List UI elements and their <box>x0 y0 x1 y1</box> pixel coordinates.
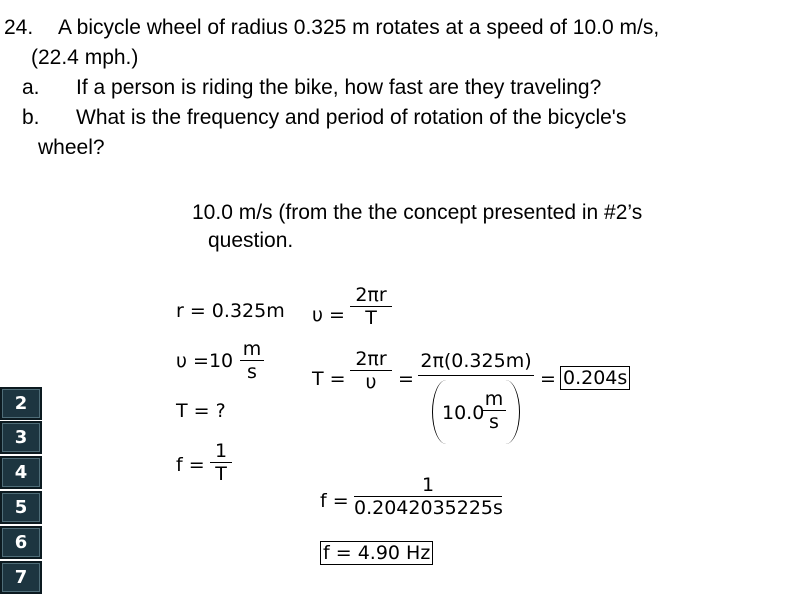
period-eq-den-1: υ <box>365 371 377 393</box>
nav-button-7[interactable]: 7 <box>0 561 42 594</box>
freq-eq-lhs: f = <box>320 490 349 512</box>
period-eq-den-units <box>482 388 506 433</box>
period-eq-den-units-den: s <box>489 411 499 433</box>
part-b-text: What is the frequency and period of rotation of the bicycle's <box>76 106 627 129</box>
period-eq-num-1: 2πr <box>355 348 387 370</box>
period-eq-equals-2: = <box>398 368 414 390</box>
answer-line-2: question. <box>208 229 294 252</box>
problem-number: 24. <box>4 16 34 39</box>
given-frequency-lhs: f = <box>176 454 205 476</box>
part-a-label: a. <box>22 76 40 99</box>
period-eq-lhs: T = <box>312 368 346 390</box>
given-speed-units-den: s <box>247 361 257 383</box>
part-b-label: b. <box>22 106 40 129</box>
given-speed-units-num: m <box>242 338 262 360</box>
nav-button-6[interactable]: 6 <box>0 526 42 559</box>
given-frequency-fraction <box>210 440 232 485</box>
freq-eq-num: 1 <box>421 474 435 496</box>
speed-eq-lhs: υ = <box>312 304 345 326</box>
freq-eq-fraction <box>354 474 502 519</box>
frequency-result: f = 4.90 Hz <box>320 541 433 565</box>
part-b-text-2: wheel? <box>38 136 105 159</box>
period-eq-equals-3: = <box>540 368 556 390</box>
nav-button-5[interactable]: 5 <box>0 491 42 524</box>
answer-a <box>192 199 642 255</box>
problem-line-1: A bicycle wheel of radius 0.325 m rotates at a speed of 10.0 m/s, <box>58 16 660 39</box>
given-frequency-num: 1 <box>214 440 228 462</box>
period-result: 0.204s <box>560 366 630 390</box>
fraction-bar <box>418 375 534 376</box>
nav-button-2[interactable]: 2 <box>0 387 42 420</box>
problem-line-2: (22.4 mph.) <box>31 46 139 69</box>
given-speed: υ =10 <box>176 350 234 372</box>
period-eq-fraction-1 <box>350 348 392 393</box>
given-frequency-den: T <box>215 463 227 485</box>
given-radius: r = 0.325m <box>176 300 285 322</box>
period-eq-num-2: 2π(0.325m) <box>420 350 532 372</box>
nav-button-3[interactable]: 3 <box>0 421 42 454</box>
period-eq-den-value: 10.0 <box>442 402 485 424</box>
nav-button-4[interactable]: 4 <box>0 456 42 489</box>
period-eq-den-units-num: m <box>484 388 504 410</box>
given-speed-units <box>240 338 264 383</box>
given-period: T = ? <box>176 400 226 422</box>
part-a-text: If a person is riding the bike, how fast are they traveling? <box>76 76 602 99</box>
speed-eq-num: 2πr <box>355 284 387 306</box>
speed-eq-den: T <box>365 307 377 329</box>
answer-line-1: 10.0 m/s (from the the concept presented in #2’s <box>192 201 643 224</box>
speed-eq-fraction <box>350 284 392 329</box>
freq-eq-den: 0.2042035225s <box>354 497 503 519</box>
